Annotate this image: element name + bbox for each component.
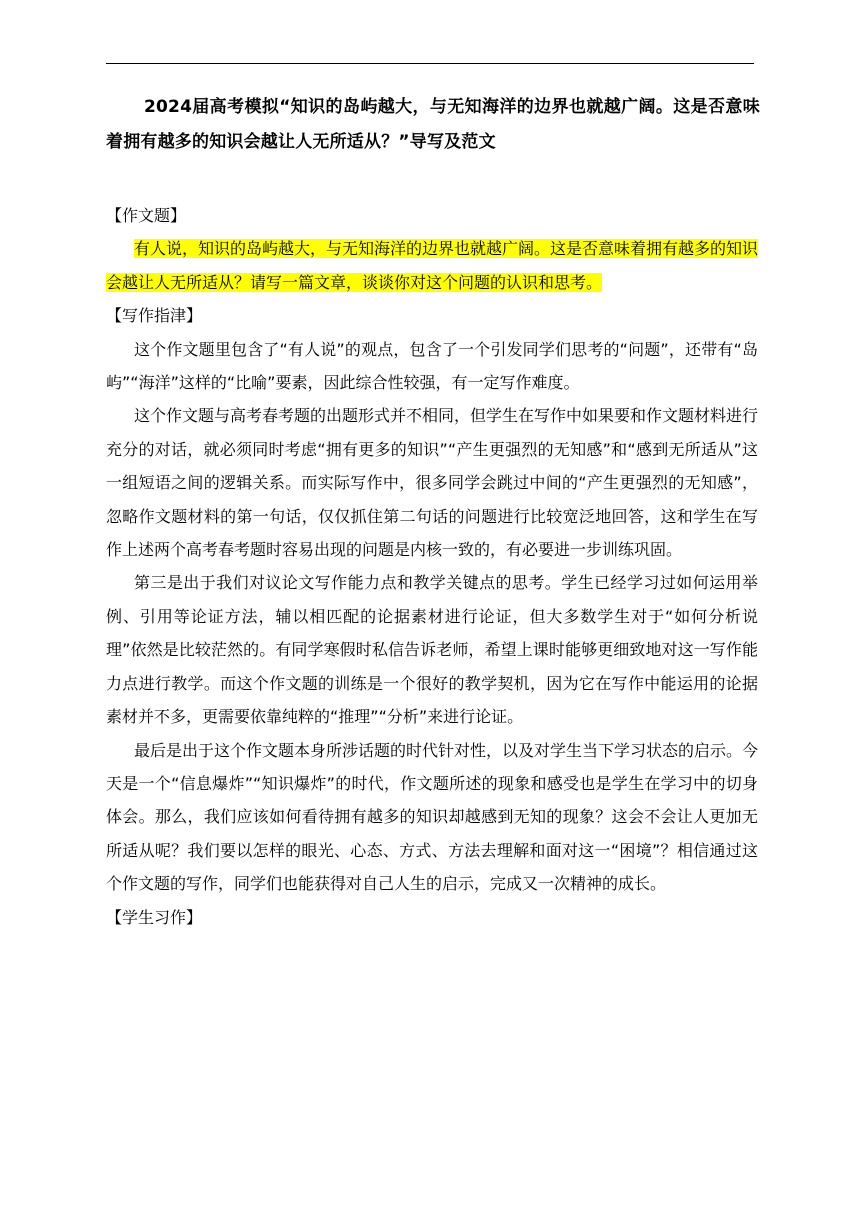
student-essay-label: 【学生习作】 xyxy=(106,907,203,927)
prompt-text xyxy=(106,232,758,299)
guide-paragraph: 这个作文题与高考春考题的出题形式并不相同，但学生在写作中如果要和作文题材料进行充分的对话，就必须同时考虑“拥有更多的知识”“产生更强烈的无知感”和“感到无所适从”这一组短语之间的逻辑关系。而实际写作中，很多同学会跳过中间的“产生更强烈的无知感”，忽略作文题材料的第一句话，仅仅抓住第二句话的问题进行比较宽泛地回答，这和学生在写作上述两个高考春考题时容易出现的问题是内核一致的，有必要进一步训练巩固。 xyxy=(106,406,759,560)
document-title: 2024届高考模拟“知识的岛屿越大，与无知海洋的边界也就越广阔。这是否意味着拥有越多的知识会越让人无所适从？”导写及范文 xyxy=(106,97,760,152)
header-rule xyxy=(106,63,754,64)
guide-paragraph: 最后是出于这个作文题本身所涉话题的时代针对性，以及对学生当下学习状态的启示。今天是一个“信息爆炸”“知识爆炸”的时代，作文题所述的现象和感受也是学生在学习中的切身体会。那么，我们应该如何看待拥有越多的知识却越感到无知的现象？这会不会让人更加无所适从呢？我们要以怎样的眼光、心态、方式、方法去理解和面对这一“困境”？相信通过这个作文题的写作，同学们也能获得对自己人生的启示，完成又一次精神的成长。 xyxy=(106,740,759,894)
guide-paragraph: 这个作文题里包含了“有人说”的观点，包含了一个引发同学们思考的“问题”，还带有“岛屿”“海洋”这样的“比喻”要素，因此综合性较强，有一定写作难度。 xyxy=(106,339,758,393)
prompt-highlight: 有人说，知识的岛屿越大，与无知海洋的边界也就越广阔。这是否意味着拥有越多的知识会越让人无所适从？请写一篇文章，谈谈你对这个问题的认识和思考。 xyxy=(106,239,759,292)
guide-label: 【写作指津】 xyxy=(106,306,203,326)
prompt-label: 【作文题】 xyxy=(106,206,187,225)
document-body xyxy=(106,199,758,934)
guide-paragraph: 第三是出于我们对议论文写作能力点和教学关键点的思考。学生已经学习过如何运用举例、引用等论证方法，辅以相匹配的论据素材进行论证，但大多数学生对于“如何分析说理”依然是比较茫然的。有同学寒假时私信告诉老师，希望上课时能够更细致地对这一写作能力点进行教学。而这个作文题的训练是一个很好的教学契机，因为它在写作中能运用的论据素材并不多，更需要依靠纯粹的“推理”“分析”来进行论证。 xyxy=(106,573,758,727)
